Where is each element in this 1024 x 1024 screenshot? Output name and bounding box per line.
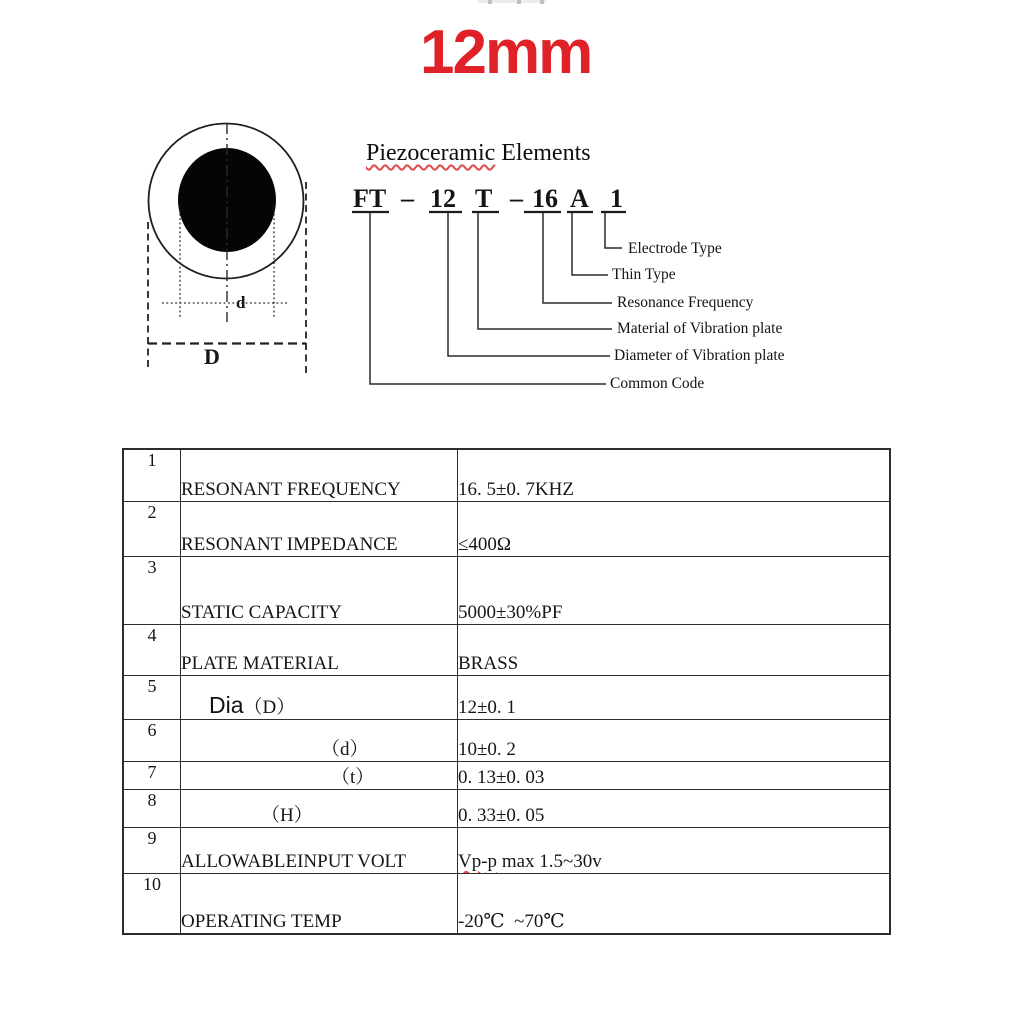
- row-label: OPERATING TEMP: [181, 873, 458, 934]
- table-row: [123, 827, 890, 873]
- row-label: Dia（D）: [181, 675, 458, 719]
- callout-diameter-of-vibration-plate: Diameter of Vibration plate: [614, 347, 785, 364]
- dia-label-sans: Dia: [209, 691, 244, 718]
- row-value: 0. 33±0. 05: [458, 789, 891, 827]
- row-value: -20℃ ~70℃: [458, 873, 891, 934]
- table-row: [123, 624, 890, 675]
- row-label: PLATE MATERIAL: [181, 624, 458, 675]
- table-row: [123, 675, 890, 719]
- row-number: 2: [123, 501, 181, 556]
- code-token-dash: –: [510, 184, 523, 213]
- connector-thin-type: [572, 213, 608, 275]
- artifact-dot: [540, 0, 544, 4]
- connector-diameter: [448, 213, 610, 356]
- row-value: 12±0. 1: [458, 675, 891, 719]
- callout-common-code: Common Code: [610, 375, 705, 392]
- row-value: Vp-p max 1.5~30v: [458, 827, 891, 873]
- table-row: [123, 719, 890, 761]
- code-token-electrode: 1: [610, 184, 623, 213]
- page-title-size: 12mm: [420, 18, 592, 87]
- row-label: RESONANT FREQUENCY: [181, 449, 458, 501]
- row-label: RESONANT IMPEDANCE: [181, 501, 458, 556]
- row-label: （t）: [181, 761, 458, 789]
- callout-material-of-vibration-plate: Material of Vibration plate: [617, 320, 783, 337]
- dim-label-d: d: [236, 293, 246, 312]
- row-label: （H）: [181, 789, 458, 827]
- artifact-dot: [517, 0, 521, 4]
- code-token-common: FT: [353, 184, 387, 213]
- code-token-material: T: [475, 184, 493, 213]
- row-value: 16. 5±0. 7KHZ: [458, 449, 891, 501]
- row-label: STATIC CAPACITY: [181, 556, 458, 624]
- row-value: 5000±30%PF: [458, 556, 891, 624]
- code-token-thin-type: A: [570, 184, 589, 213]
- heading-word-rest: Elements: [495, 140, 591, 166]
- spec-table: [122, 448, 891, 935]
- connector-electrode-type: [605, 213, 622, 248]
- row-number: 9: [123, 827, 181, 873]
- callout-resonance-frequency: Resonance Frequency: [617, 294, 754, 311]
- table-row: [123, 501, 890, 556]
- inner-electrode-disc: [178, 148, 276, 252]
- table-row: [123, 789, 890, 827]
- table-row: [123, 449, 890, 501]
- artifact-dot: [488, 0, 492, 4]
- row-number: 8: [123, 789, 181, 827]
- row-number: 4: [123, 624, 181, 675]
- row-number: 10: [123, 873, 181, 934]
- outer-disc-circle: [149, 124, 304, 279]
- callout-electrode-type: Electrode Type: [628, 240, 722, 257]
- row-label: （d）: [181, 719, 458, 761]
- callout-connectors: [370, 213, 622, 384]
- row-number: 6: [123, 719, 181, 761]
- row-value: 0. 13±0. 03: [458, 761, 891, 789]
- callout-thin-type: Thin Type: [612, 266, 676, 283]
- table-row: [123, 761, 890, 789]
- row-number: 7: [123, 761, 181, 789]
- connector-resonance-frequency: [543, 213, 612, 303]
- dim-label-D: D: [204, 344, 220, 369]
- row-number: 3: [123, 556, 181, 624]
- row-label: ALLOWABLEINPUT VOLT: [181, 827, 458, 873]
- row-number: 5: [123, 675, 181, 719]
- row-number: 1: [123, 449, 181, 501]
- row-value: ≤400Ω: [458, 501, 891, 556]
- table-row: [123, 556, 890, 624]
- table-row: [123, 873, 890, 934]
- value-underlined: Vp-p: [458, 850, 498, 872]
- heading-word-underlined: Piezoceramic: [366, 140, 496, 166]
- code-token-frequency: 16: [532, 184, 558, 213]
- code-token-dash: –: [401, 184, 414, 213]
- connector-material: [478, 213, 612, 329]
- piezo-heading: [366, 140, 591, 167]
- row-value: BRASS: [458, 624, 891, 675]
- connector-common-code: [370, 213, 606, 384]
- code-token-diameter: 12: [430, 184, 456, 213]
- row-value: 10±0. 2: [458, 719, 891, 761]
